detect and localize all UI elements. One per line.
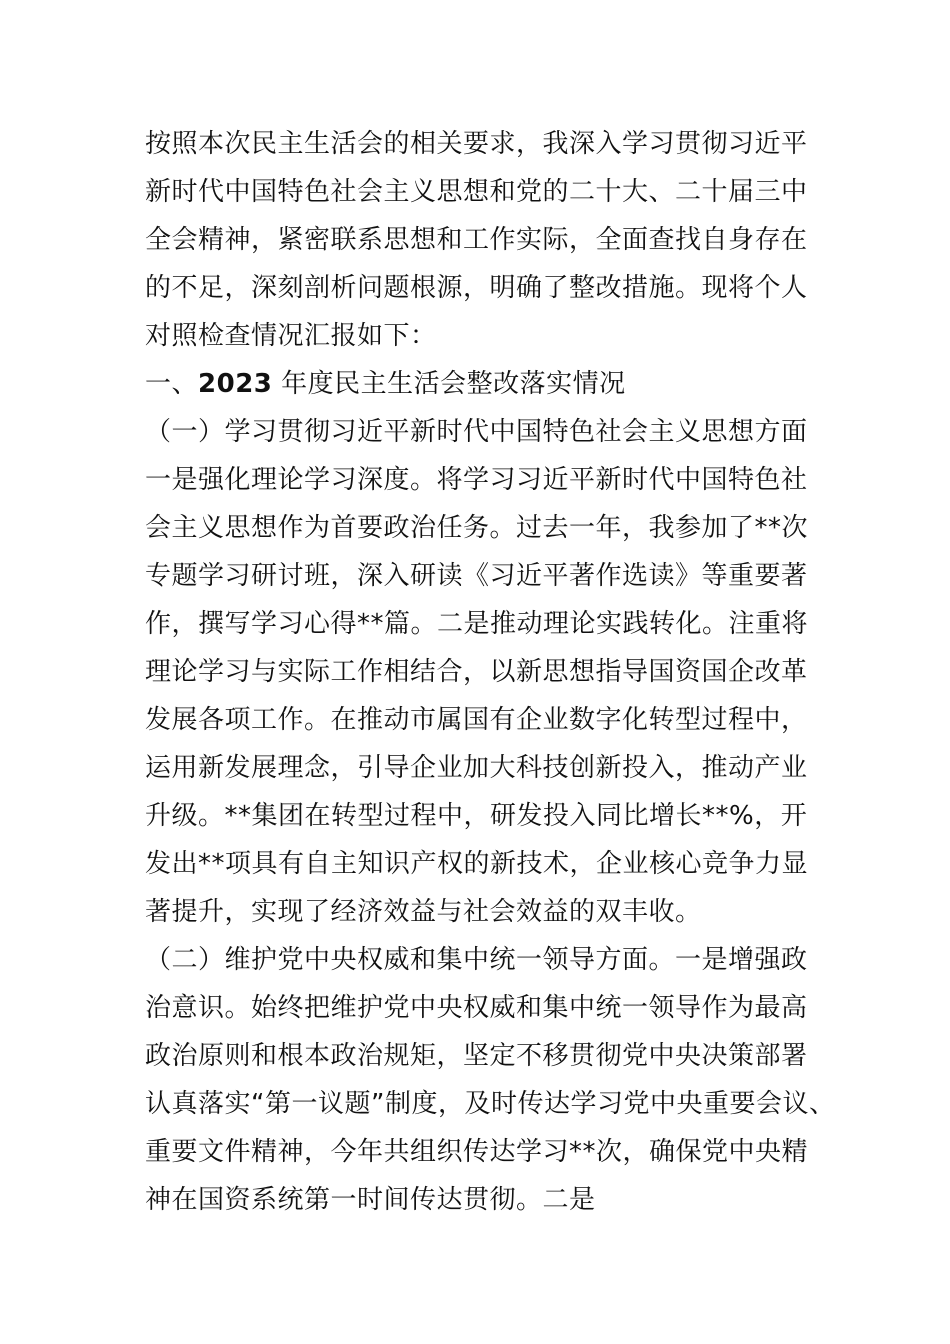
paragraph-line: 会主义思想作为首要政治任务。过去一年，我参加了**次: [145, 513, 809, 543]
section-heading-prefix: 一、: [145, 369, 199, 399]
paragraph-line: 升级。**集团在转型过程中，研发投入同比增长**%，开: [145, 801, 808, 831]
paragraph-line: 理论学习与实际工作相结合，以新思想指导国资国企改革: [145, 657, 808, 687]
paragraph-line: 政治原则和根本政治规矩，坚定不移贯彻党中央决策部署: [145, 1041, 808, 1071]
paragraph-line: 新时代中国特色社会主义思想和党的二十大、二十届三中: [145, 177, 808, 207]
section-heading: [145, 360, 825, 408]
paragraph-line: 一是强化理论学习深度。将学习习近平新时代中国特色社: [145, 465, 808, 495]
paragraph-line: 专题学习研讨班，深入研读《习近平著作选读》等重要著: [145, 561, 808, 591]
paragraph-line: 全会精神，紧密联系思想和工作实际，全面查找自身存在: [145, 225, 808, 255]
section-heading-year: 2023: [198, 369, 273, 399]
paragraph-line: 对照检查情况汇报如下：: [145, 321, 437, 351]
paragraph-line: 治意识。始终把维护党中央权威和集中统一领导作为最高: [145, 993, 808, 1023]
paragraph-line: 认真落实“第一议题”制度，及时传达学习党中央重要会议、: [145, 1089, 836, 1119]
paragraph-line: 重要文件精神，今年共组织传达学习**次，确保党中央精: [145, 1137, 809, 1167]
paragraph-line: 按照本次民主生活会的相关要求，我深入学习贯彻习近平: [145, 129, 808, 159]
subsection-heading: （二）维护党中央权威和集中统一领导方面。一是增强政: [145, 945, 808, 975]
section-heading-suffix: 年度民主生活会整改落实情况: [281, 369, 626, 399]
paragraph-line: 神在国资系统第一时间传达贯彻。二是: [145, 1185, 596, 1215]
subsection-heading: （一）学习贯彻习近平新时代中国特色社会主义思想方面: [145, 417, 808, 447]
paragraph-line: 著提升，实现了经济效益与社会效益的双丰收。: [145, 897, 702, 927]
paragraph-line: 作，撰写学习心得**篇。二是推动理论实践转化。注重将: [145, 609, 809, 639]
paragraph-line: 运用新发展理念，引导企业加大科技创新投入，推动产业: [145, 753, 808, 783]
paragraph-line: 发展各项工作。在推动市属国有企业数字化转型过程中，: [145, 705, 808, 735]
paragraph-line: 发出**项具有自主知识产权的新技术，企业核心竞争力显: [145, 849, 809, 879]
paragraph-line: 的不足，深刻剖析问题根源，明确了整改措施。现将个人: [145, 273, 808, 303]
